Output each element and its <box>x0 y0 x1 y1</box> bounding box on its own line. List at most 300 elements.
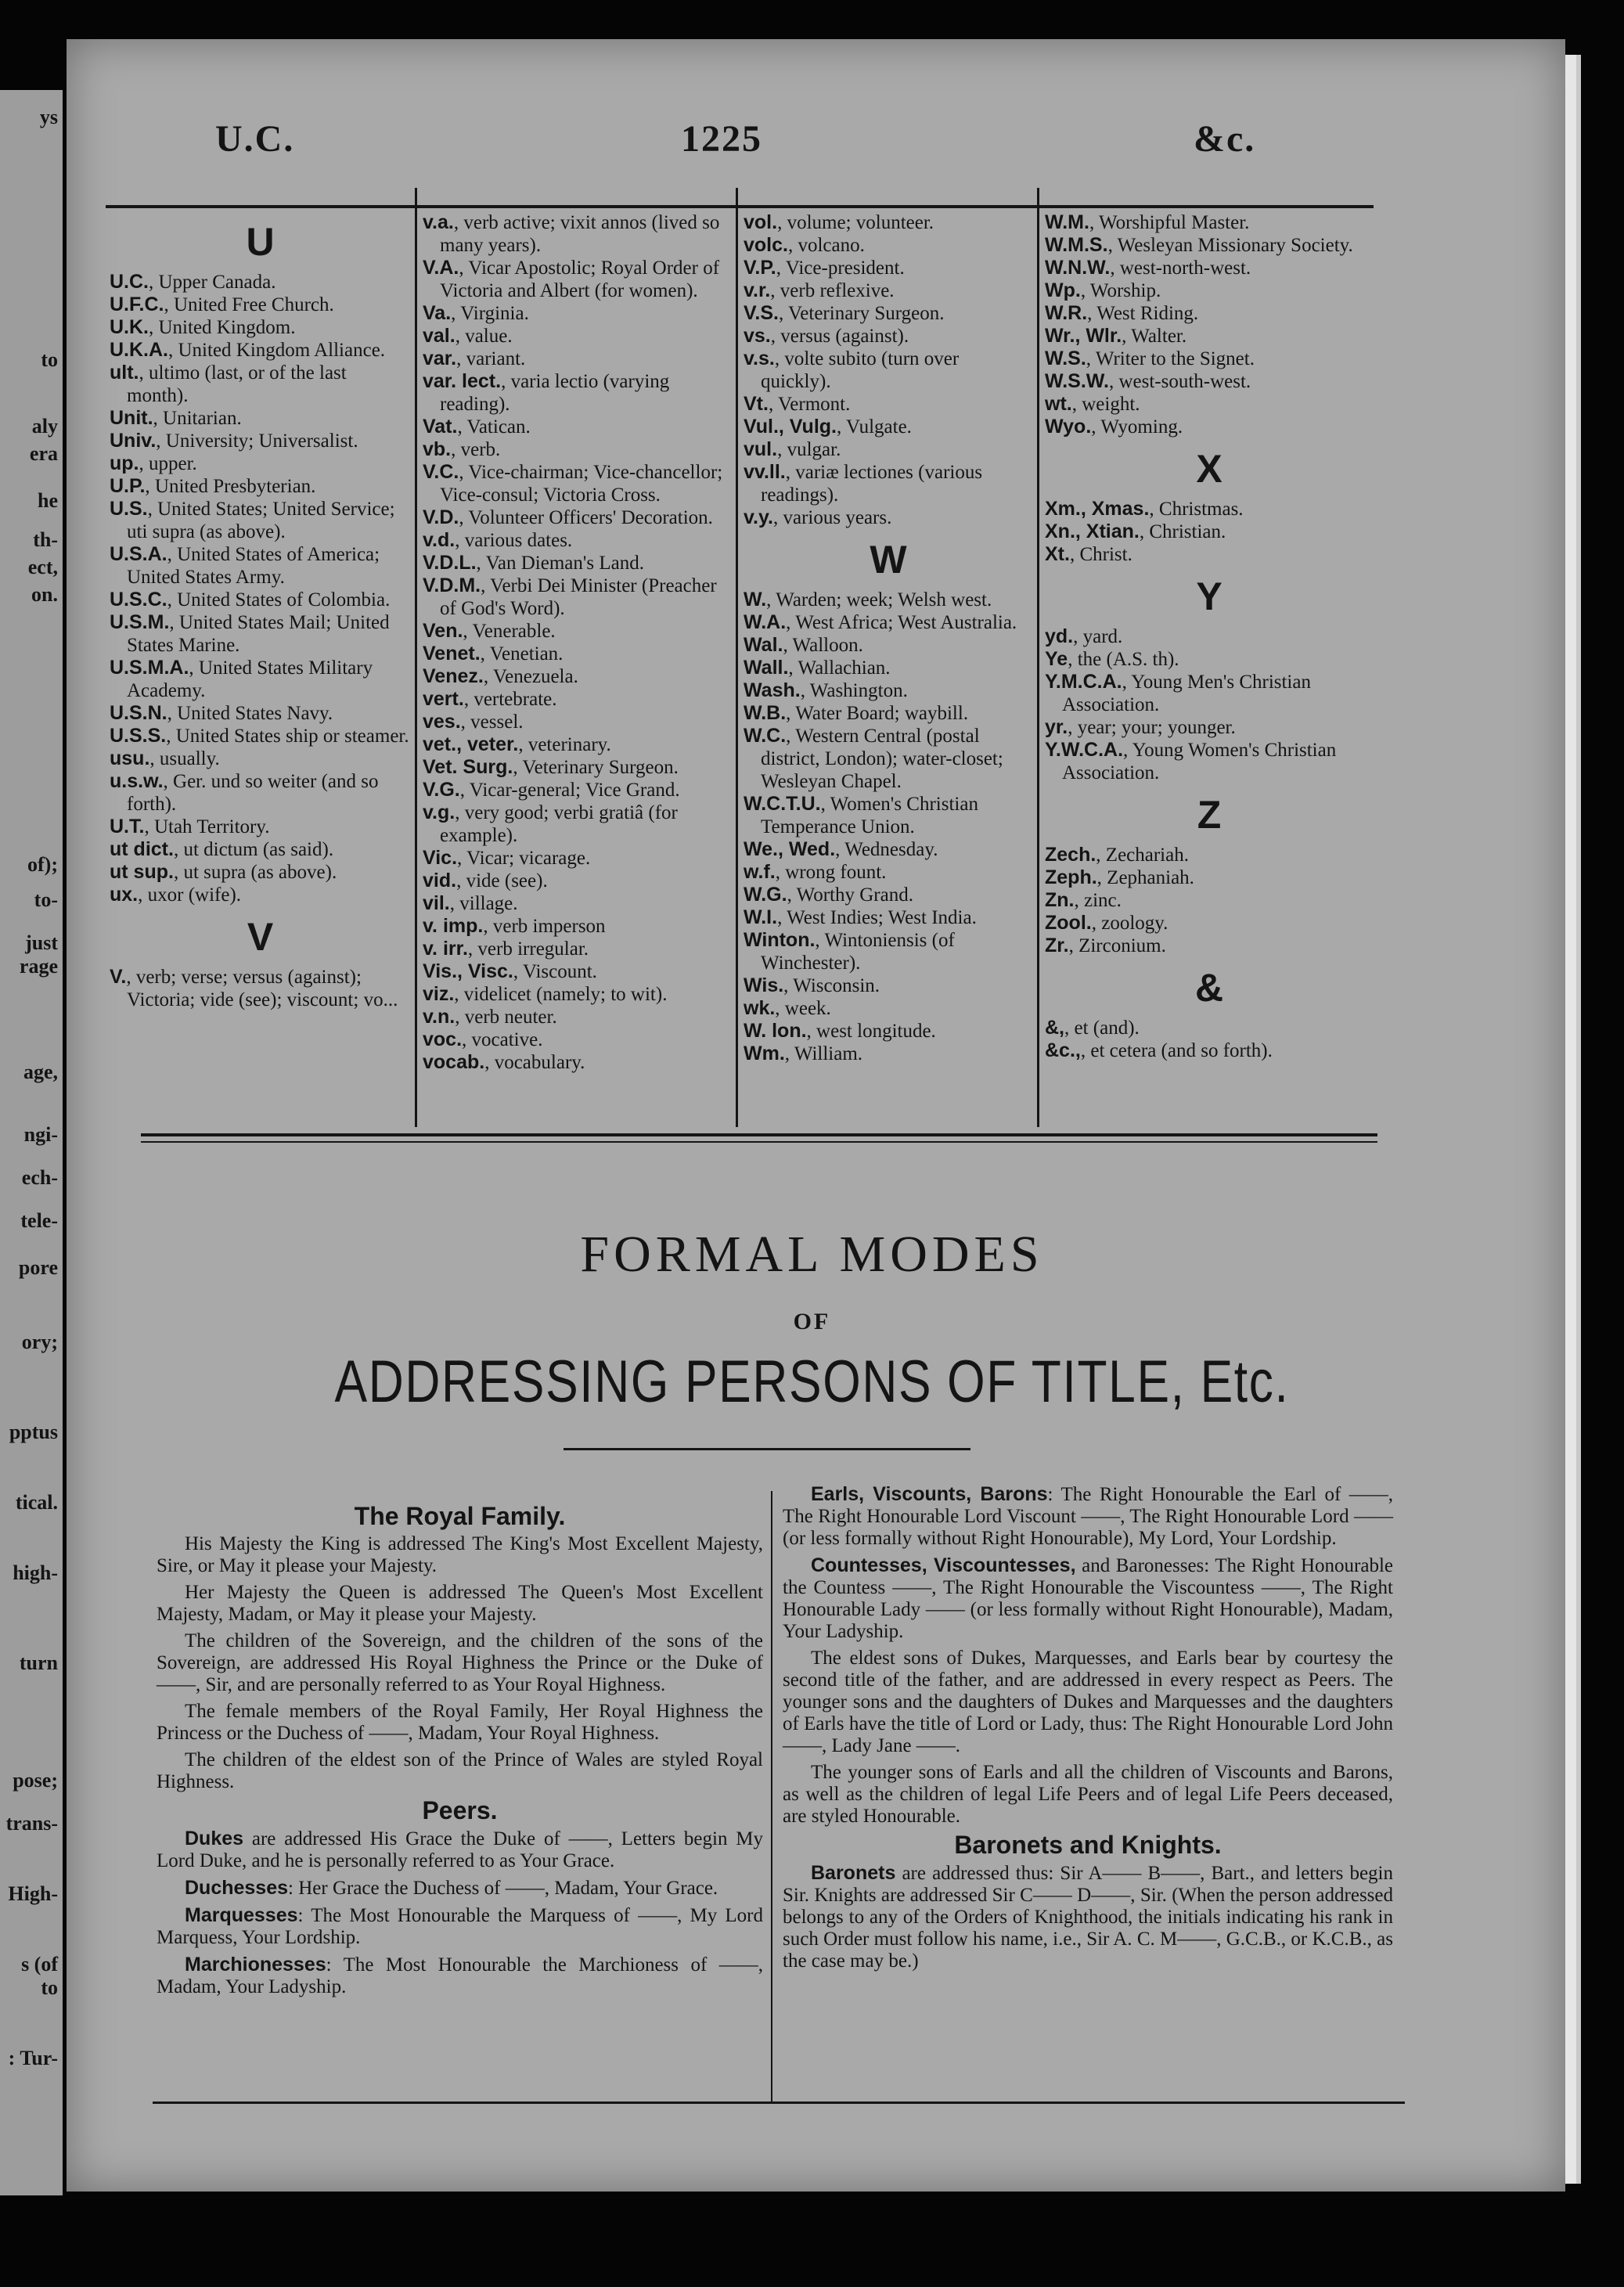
definition: vertebrate. <box>474 689 557 710</box>
title-line-3: ADDRESSING PERSONS OF TITLE, Etc. <box>334 1349 1290 1415</box>
prose-text: The children of the Sovereign, and the children of the sons of the Sovereign, are addressed His Royal Highness the Prince or the Duke of ——, Sir, and are personally referred to as Your Royal Highness. <box>157 1630 763 1695</box>
column-rule <box>1037 188 1039 1127</box>
abbreviation-entry: v. irr., verb irregular. <box>423 938 589 960</box>
prose-text: Her Majesty the Queen is addressed The Queen's Most Excellent Majesty, Madam, or May it please your Majesty. <box>157 1582 763 1625</box>
prose-text: are addressed thus: Sir A—— B——, Bart., and letters begin Sir. Knights are addressed Sir C—— D——, Sir. (When the person addressed belongs to any of the Orders of Knighthood, the initials indicating his rank in such Order must follow his name, i.e., Sir A. C. M——, G.C.B., or K.C.B., as the case may be.) <box>783 1863 1393 1972</box>
prose-left-column <box>157 1499 763 2003</box>
abbreviation: vul. <box>744 438 778 460</box>
abbreviation: viz. <box>423 983 455 1005</box>
abbreviation-entry: W.B., Water Board; waybill. <box>744 702 969 724</box>
abbreviation: Wal. <box>744 634 783 656</box>
abbrev-column-1 <box>110 211 411 1011</box>
definition: zoology. <box>1101 913 1168 934</box>
abbreviation: U.S.A. <box>110 543 167 565</box>
abbreviation: Vt. <box>744 393 769 415</box>
prose-right-column <box>783 1483 1393 1977</box>
abbreviation-entry: Wp., Worship. <box>1045 279 1161 301</box>
abbreviation: U.K.A. <box>110 339 168 361</box>
abbrev-column-3 <box>744 211 1033 1065</box>
abbreviation: Vis., Visc. <box>423 960 513 982</box>
margin-fragment: ys <box>39 106 58 128</box>
prose-text: The younger sons of Earls and all the children of Viscounts and Barons, as well as the children of legal Life Peers and of legal Life Peers deceased, are styled Honourable. <box>783 1762 1393 1827</box>
definition: Ger. und so weiter (and so forth). <box>127 771 379 815</box>
definition: et (and). <box>1074 1017 1140 1039</box>
definition: vessel. <box>470 711 524 733</box>
abbreviation-entry: W.M., Worshipful Master. <box>1045 211 1250 233</box>
abbreviation-entry: &,, et (and). <box>1045 1017 1140 1039</box>
abbreviation-entry: Vt., Vermont. <box>744 393 851 415</box>
section-letter: Z <box>1197 793 1222 837</box>
abbreviation-entry: U.T., Utah Territory. <box>110 816 270 837</box>
abbreviation: Zn. <box>1045 889 1075 911</box>
definition: Christian. <box>1149 521 1226 542</box>
abbreviation: yr. <box>1045 716 1068 738</box>
definition: Volunteer Officers' Decoration. <box>468 507 713 528</box>
abbreviation: vet., veter. <box>423 733 519 755</box>
abbreviation: v.r. <box>744 279 771 301</box>
definition: Christ. <box>1079 544 1132 565</box>
abbreviation: U.F.C. <box>110 294 164 315</box>
abbreviation-entry: U.C., Upper Canada. <box>110 271 276 293</box>
abbreviation-entry: V.P., Vice-president. <box>744 257 905 279</box>
abbreviation: vocab. <box>423 1051 485 1073</box>
prose-subject: Dukes <box>185 1828 244 1849</box>
definition: Warden; week; Welsh west. <box>776 589 992 610</box>
margin-fragment: ect, <box>27 556 58 578</box>
abbreviation: U.S.M.A. <box>110 657 189 679</box>
definition: Walter. <box>1131 326 1187 347</box>
definition: ultimo (last, or of the last month). <box>127 362 347 406</box>
abbreviation: U.S. <box>110 498 148 520</box>
definition: versus (against). <box>780 326 909 347</box>
abbreviation: V.D.M. <box>423 574 481 596</box>
definition: village. <box>459 893 518 914</box>
definition: wrong fount. <box>785 862 887 883</box>
abbreviation: U.T. <box>110 816 145 837</box>
definition: weight. <box>1082 394 1140 415</box>
abbreviation: up. <box>110 452 139 474</box>
page-edge-white <box>1565 55 1576 2184</box>
prose-text: : The Most Honourable the Marquess of ——, My Lord Marquess, Your Lordship. <box>157 1905 763 1948</box>
definition: Worship. <box>1089 280 1161 301</box>
abbreviation: Wash. <box>744 679 801 701</box>
abbreviation: ut sup. <box>110 861 174 883</box>
column-rule <box>415 188 417 1127</box>
definition: Worshipful Master. <box>1099 212 1250 233</box>
abbreviation-entry: yd., yard. <box>1045 625 1123 647</box>
abbreviation: Venet. <box>423 643 481 664</box>
prose-paragraph <box>783 1862 1393 1972</box>
abbreviation-entry: var. lect., varia lectio (varying reading). <box>423 370 670 415</box>
prose-text: The eldest sons of Dukes, Marquesses, and Earls bear by courtesy the second title of the father, and are addressed in every respect as Peers. The younger sons and the daughters of Dukes and Marquesses and the daughters of Earls have the title of Lord or Lady, thus: The Right Honourable Lord John ——, Lady Jane ——. <box>783 1648 1393 1756</box>
section-letter: & <box>1194 966 1224 1010</box>
abbreviation-entry: v.s., volte subito (turn over quickly). <box>744 348 960 392</box>
definition: Wyoming. <box>1100 416 1183 438</box>
abbreviation-entry: Zool., zoology. <box>1045 912 1168 934</box>
section-letter: U <box>246 220 275 264</box>
abbreviation: Y.W.C.A. <box>1045 739 1124 761</box>
abbreviation: Venez. <box>423 665 484 687</box>
abbreviation: Ven. <box>423 620 463 642</box>
definition: Virginia. <box>460 303 529 324</box>
running-head-right: &c. <box>1194 118 1256 160</box>
abbreviation: ut dict. <box>110 838 174 860</box>
abbreviation-entry: Winton., Wintoniensis (of Winchester). <box>744 929 955 974</box>
abbreviation-entry: W.S.W., west-south-west. <box>1045 370 1251 392</box>
abbreviation-entry: Y.W.C.A., Young Women's Christian Association. <box>1045 739 1337 783</box>
abbreviation: v.d. <box>423 529 456 551</box>
abbreviation: Wr., Wlr. <box>1045 325 1122 347</box>
abbreviation-entry: vid., vide (see). <box>423 870 548 891</box>
definition: various dates. <box>464 530 573 551</box>
prose-text: The children of the eldest son of the Prince of Wales are styled Royal Highness. <box>157 1749 763 1792</box>
abbreviation: Xm., Xmas. <box>1045 498 1150 520</box>
abbreviation: vb. <box>423 438 452 460</box>
abbreviation-entry: U.K., United Kingdom. <box>110 316 296 338</box>
abbreviation-entry: W.I., West Indies; West India. <box>744 906 977 928</box>
definition: Unitarian. <box>163 408 242 429</box>
definition: videlicet (namely; to wit). <box>463 984 668 1005</box>
definition: Van Dieman's Land. <box>485 553 644 574</box>
abbreviation: Vet. Surg. <box>423 756 513 778</box>
prose-paragraph <box>157 1828 763 1872</box>
definition: Washington. <box>809 680 908 701</box>
definition: West Riding. <box>1096 303 1199 324</box>
prose-subject: Baronets <box>811 1862 896 1884</box>
definition: Young Women's Christian Association. <box>1062 740 1337 783</box>
definition: Young Men's Christian Association. <box>1062 672 1311 715</box>
abbreviation: var. lect. <box>423 370 502 392</box>
prose-paragraph <box>783 1762 1393 1828</box>
abbreviation: Zeph. <box>1045 866 1097 888</box>
definition: verb. <box>460 439 501 460</box>
definition: United Free Church. <box>173 294 334 315</box>
definition: verb neuter. <box>464 1007 557 1028</box>
margin-fragment: to <box>41 1976 58 1999</box>
definition: usually. <box>159 748 220 769</box>
abbreviation: Zr. <box>1045 935 1069 956</box>
abbreviation: var. <box>423 348 457 369</box>
margin-fragment: ory; <box>21 1331 58 1353</box>
margin-fragment: age, <box>23 1061 58 1083</box>
abbreviation-entry: var., variant. <box>423 348 526 369</box>
abbreviation-entry: vul., vulgar. <box>744 438 841 460</box>
definition: Wisconsin. <box>793 975 880 996</box>
abbreviation: Zech. <box>1045 844 1096 866</box>
abbreviation: vid. <box>423 870 457 891</box>
definition: Wesleyan Missionary Society. <box>1117 235 1353 256</box>
abbreviation-entry: Zeph., Zephaniah. <box>1045 866 1194 888</box>
abbreviation-entry: u.s.w., Ger. und so weiter (and so forth). <box>110 770 379 815</box>
prose-paragraph <box>157 1630 763 1696</box>
abbreviation: Wall. <box>744 657 789 679</box>
definition: volcano. <box>798 235 865 256</box>
definition: vocabulary. <box>494 1052 585 1073</box>
abbreviation-entry: Wm., William. <box>744 1043 863 1064</box>
abbreviation-entry: vocab., vocabulary. <box>423 1051 585 1073</box>
abbreviation-entry: Xm., Xmas., Christmas. <box>1045 498 1244 520</box>
abbreviation: W.R. <box>1045 302 1088 324</box>
abbreviation: wt. <box>1045 393 1072 415</box>
abbreviation-entry: W.C.T.U., Women's Christian Temperance Union. <box>744 793 978 837</box>
abbreviation-entry: Vis., Visc., Viscount. <box>423 960 597 982</box>
definition: uxor (wife). <box>147 884 242 906</box>
prose-heading: Peers. <box>422 1796 498 1824</box>
definition: volte subito (turn over quickly). <box>761 348 960 392</box>
abbreviation-entry: wt., weight. <box>1045 393 1140 415</box>
abbreviation-entry: vol., volume; volunteer. <box>744 211 934 233</box>
definition: Vicar; vicarage. <box>466 848 591 869</box>
abbreviation: v. imp. <box>423 915 484 937</box>
definition: ut supra (as above). <box>183 862 337 883</box>
abbreviation-entry: W.S., Writer to the Signet. <box>1045 348 1255 369</box>
abbreviation: U.C. <box>110 271 149 293</box>
definition: Wednesday. <box>844 839 938 860</box>
abbreviation: W.C.T.U. <box>744 793 821 815</box>
abbreviation: U.S.N. <box>110 702 167 724</box>
abbreviation-entry: vert., vertebrate. <box>423 688 557 710</box>
abbreviation-entry: voc., vocative. <box>423 1028 543 1050</box>
prose-subject: Marquesses <box>185 1904 298 1926</box>
definition: et cetera (and so forth). <box>1090 1040 1273 1061</box>
abbreviation-entry: v.d., various dates. <box>423 529 573 551</box>
abbreviation-entry: U.S.M.A., United States Military Academy. <box>110 657 373 701</box>
prose-paragraph <box>157 1701 763 1745</box>
column-rule <box>736 188 738 1127</box>
abbreviation: Univ. <box>110 430 157 452</box>
abbrev-column-2 <box>423 211 732 1074</box>
abbreviation-entry: v.g., very good; verbi gratiâ (for example). <box>423 801 678 846</box>
abbreviation: U.K. <box>110 316 149 338</box>
abbreviation-entry: We., Wed., Wednesday. <box>744 838 938 860</box>
abbreviation: V.S. <box>744 302 779 324</box>
margin-fragment: s (of <box>21 1953 58 1975</box>
abbreviation: U.P. <box>110 475 146 497</box>
definition: week. <box>784 998 831 1019</box>
abbreviation-entry: Wall., Wallachian. <box>744 657 891 679</box>
abbreviation-entry: U.S.M., United States Mail; United States Marine. <box>110 611 390 656</box>
margin-fragment: tical. <box>15 1491 58 1514</box>
definition: Upper Canada. <box>158 272 276 293</box>
abbreviation: voc. <box>423 1028 463 1050</box>
prose-paragraph <box>157 1533 763 1577</box>
abbreviation: V.P. <box>744 257 776 279</box>
abbreviation-entry: Xn., Xtian., Christian. <box>1045 520 1226 542</box>
definition: zinc. <box>1084 890 1122 911</box>
abbreviation-entry: v.n., verb neuter. <box>423 1006 557 1028</box>
abbreviation: v.a. <box>423 211 454 233</box>
definition: Utah Territory. <box>153 816 270 837</box>
abbreviation-entry: Univ., University; Universalist. <box>110 430 358 452</box>
definition: Walloon. <box>792 635 863 656</box>
definition: Western Central (postal district, London); water-closet; Wesleyan Chapel. <box>761 726 1003 792</box>
abbreviation-entry: v. imp., verb imperson <box>423 915 606 937</box>
definition: United Kingdom Alliance. <box>178 340 386 361</box>
definition: vocative. <box>471 1029 543 1050</box>
definition: Vice-president. <box>785 258 905 279</box>
abbreviation-entry: U.S.C., United States of Colombia. <box>110 589 391 610</box>
margin-fragment: era <box>29 442 58 465</box>
abbreviation-entry: viz., videlicet (namely; to wit). <box>423 983 668 1005</box>
abbreviation: vert. <box>423 688 464 710</box>
prose-heading: Baronets and Knights. <box>954 1831 1222 1859</box>
section-rule <box>141 1141 1377 1143</box>
title-line-2: OF <box>793 1309 831 1334</box>
definition: variant. <box>466 348 526 369</box>
definition: West Africa; West Australia. <box>795 612 1017 633</box>
margin-fragment: he <box>38 489 58 512</box>
definition: Venerable. <box>472 621 556 642</box>
abbreviation-entry: vv.ll., variæ lectiones (various readings). <box>744 461 983 506</box>
abbreviation: Vat. <box>423 416 458 438</box>
definition: Vermont. <box>778 394 851 415</box>
definition: verb; verse; versus (against); Victoria; vide (see); viscount; vo... <box>127 967 398 1010</box>
definition: value. <box>465 326 513 347</box>
title-line-1: FORMAL MODES <box>580 1226 1044 1283</box>
abbreviation-entry: Venet., Venetian. <box>423 643 564 664</box>
abbreviation-entry: W. lon., west longitude. <box>744 1020 936 1042</box>
abbreviation: W. <box>744 589 767 610</box>
abbreviation: W. lon. <box>744 1020 807 1042</box>
margin-fragment: tele- <box>20 1209 58 1232</box>
definition: vulgar. <box>787 439 841 460</box>
abbreviation-entry: yr., year; your; younger. <box>1045 716 1236 738</box>
abbreviation-entry: Vat., Vatican. <box>423 416 531 438</box>
abbreviation-entry: Vic., Vicar; vicarage. <box>423 847 591 869</box>
abbreviation: v.y. <box>744 506 773 528</box>
abbreviation: W.S. <box>1045 348 1086 369</box>
section-rule <box>141 1133 1377 1136</box>
margin-fragment: to- <box>34 888 58 911</box>
abbreviation-entry: val., value. <box>423 325 513 347</box>
abbreviation-entry: U.K.A., United Kingdom Alliance. <box>110 339 386 361</box>
abbreviation: Ye <box>1045 648 1068 670</box>
definition: verb active; vixit annos (lived so many years). <box>440 212 720 256</box>
abbreviation-entry: ut dict., ut dictum (as said). <box>110 838 334 860</box>
abbreviation: v.g. <box>423 801 456 823</box>
prose-text: His Majesty the King is addressed The King's Most Excellent Majesty, Sire, or May it please your Majesty. <box>157 1533 763 1576</box>
abbreviation: u.s.w. <box>110 770 164 792</box>
running-head-left: U.C. <box>215 118 295 160</box>
abbreviation: Va. <box>423 302 452 324</box>
abbreviation-entry: U.P., United Presbyterian. <box>110 475 316 497</box>
margin-fragment: aly <box>31 415 58 438</box>
abbreviation: V.G. <box>423 779 460 801</box>
abbreviation: ult. <box>110 362 139 384</box>
margin-fragment: of); <box>27 853 58 876</box>
definition: the (A.S. th). <box>1077 649 1179 670</box>
title-rule <box>564 1448 970 1450</box>
abbreviation: yd. <box>1045 625 1074 647</box>
abbreviation-entry: U.S.N., United States Navy. <box>110 702 333 724</box>
abbreviation-entry: Zech., Zechariah. <box>1045 844 1189 866</box>
prose-text: and Baronesses: The Right Honourable the Countess ——, The Right Honourable the Viscountess ——, The Right Honourable Lady —— (or less formally without Right Honourable), Madam, Your Ladyship. <box>783 1555 1393 1642</box>
abbreviation: U.S.S. <box>110 725 167 747</box>
definition: Veterinary Surgeon. <box>522 757 679 778</box>
definition: Zechariah. <box>1105 845 1189 866</box>
prose-subject: Countesses, Viscountesses, <box>811 1554 1076 1576</box>
definition: United Kingdom. <box>158 317 296 338</box>
abbreviation: Vic. <box>423 847 458 869</box>
definition: Vulgate. <box>846 416 912 438</box>
definition: Christmas. <box>1158 499 1244 520</box>
abbreviation-entry: Unit., Unitarian. <box>110 407 242 429</box>
definition: Veterinary Surgeon. <box>788 303 945 324</box>
prose-heading: The Royal Family. <box>354 1502 566 1530</box>
margin-fragment: to <box>41 348 58 371</box>
definition: variæ lectiones (various readings). <box>761 462 983 506</box>
definition: Zirconium. <box>1078 935 1166 956</box>
abbreviation-entry: Vet. Surg., Veterinary Surgeon. <box>423 756 679 778</box>
abbreviation-entry: W., Warden; week; Welsh west. <box>744 589 992 610</box>
abbreviation: W.I. <box>744 906 778 928</box>
section-letter: Y <box>1196 574 1223 618</box>
definition: Zephaniah. <box>1107 867 1194 888</box>
abbreviation-entry: Wis., Wisconsin. <box>744 974 880 996</box>
definition: Water Board; waybill. <box>795 703 969 724</box>
abbreviation-entry: Y.M.C.A., Young Men's Christian Association. <box>1045 671 1311 715</box>
margin-fragment: rage <box>19 955 58 978</box>
abbreviation-entry: Venez., Venezuela. <box>423 665 578 687</box>
abbreviation-entry: W.G., Worthy Grand. <box>744 884 913 906</box>
abbreviation-entry: W.N.W., west-north-west. <box>1045 257 1251 279</box>
definition: University; Universalist. <box>165 430 358 452</box>
abbreviation: ux. <box>110 884 139 906</box>
margin-fragment: pptus <box>9 1421 58 1443</box>
abbreviation: V.A. <box>423 257 459 279</box>
section-letter: W <box>870 538 907 582</box>
abbreviation: Wp. <box>1045 279 1081 301</box>
abbreviation-entry: W.R., West Riding. <box>1045 302 1199 324</box>
definition: year; your; younger. <box>1077 717 1236 738</box>
prose-text: : Her Grace the Duchess of ——, Madam, Your Grace. <box>288 1878 718 1899</box>
abbreviation: W.S.W. <box>1045 370 1109 392</box>
abbreviation-entry: volc., volcano. <box>744 234 865 256</box>
definition: Viscount. <box>522 961 597 982</box>
abbreviation-entry: W.A., West Africa; West Australia. <box>744 611 1017 633</box>
abbreviation-entry: V.S., Veterinary Surgeon. <box>744 302 945 324</box>
abbreviation-entry: up., upper. <box>110 452 197 474</box>
abbreviation-entry: wk., week. <box>744 997 831 1019</box>
abbreviation-entry: Wash., Washington. <box>744 679 908 701</box>
margin-fragment: : Tur- <box>8 2047 58 2069</box>
abbreviation: wk. <box>744 997 776 1019</box>
definition: vide (see). <box>466 870 548 891</box>
definition: ut dictum (as said). <box>183 839 334 860</box>
definition: United States Mail; United States Marine. <box>127 612 390 656</box>
abbreviation-entry: v.a., verb active; vixit annos (lived so many years). <box>423 211 720 256</box>
abbreviation-entry: usu., usually. <box>110 747 220 769</box>
definition: United States Military Academy. <box>127 657 373 701</box>
prose-column-rule <box>771 1491 772 2102</box>
definition: Vice-chairman; Vice-chancellor; Vice-consul; Victoria Cross. <box>440 462 723 506</box>
margin-fragment: High- <box>8 1882 58 1905</box>
abbreviation: U.S.C. <box>110 589 167 610</box>
prose-paragraph <box>157 1749 763 1793</box>
definition: Worthy Grand. <box>796 884 913 906</box>
prose-paragraph <box>157 1877 763 1900</box>
abbreviation-entry: vs., versus (against). <box>744 325 909 347</box>
abbreviation: ves. <box>423 711 461 733</box>
abbreviation: volc. <box>744 234 788 256</box>
abbreviation: &c., <box>1045 1039 1081 1061</box>
prose-text: : The Most Honourable the Marchioness of ——, Madam, Your Ladyship. <box>157 1954 763 1997</box>
abbreviation-entry: V.C., Vice-chairman; Vice-chancellor; Vice-consul; Victoria Cross. <box>423 461 723 506</box>
prose-subject: Duchesses <box>185 1877 289 1899</box>
abbreviation-entry: vb., verb. <box>423 438 501 460</box>
adjacent-page-fragment <box>0 90 63 2195</box>
footer-rule <box>153 2102 1405 2104</box>
